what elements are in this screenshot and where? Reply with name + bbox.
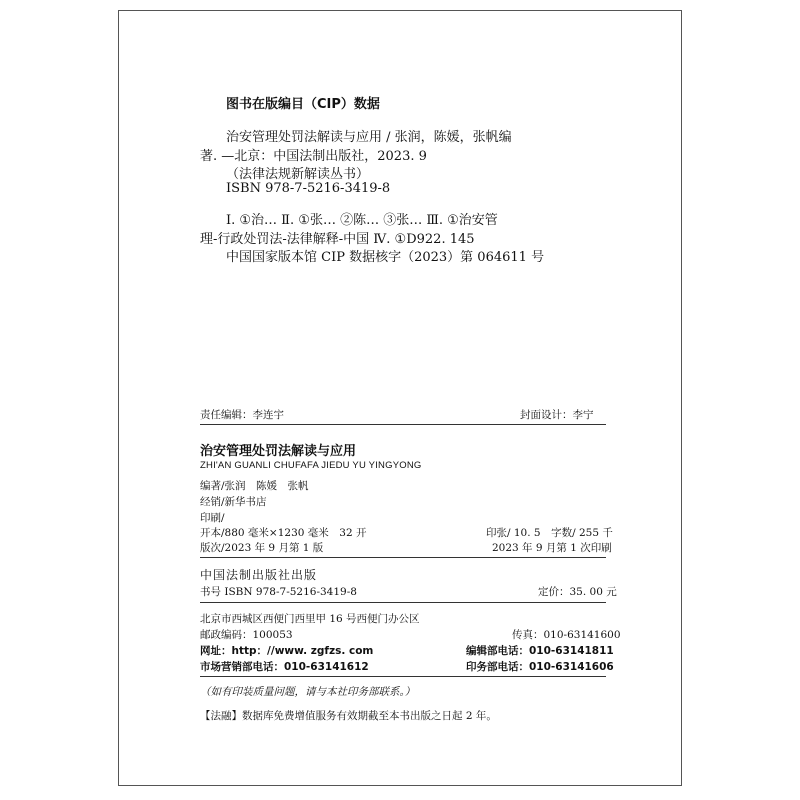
printing-phone: 印务部电话：010-63141606 [466, 661, 614, 673]
cip-line-6: 理-行政处罚法-法律解释-中国 Ⅳ. ①D922. 145 [200, 232, 475, 247]
postcode: 邮政编码：100053 [200, 629, 293, 641]
format: 开本/880 毫米×1230 毫米 32 开 [200, 527, 367, 539]
divider-top [200, 424, 606, 425]
address: 北京市西城区西便门西里甲 16 号西便门办公区 [200, 613, 420, 625]
database-notice: 【法融】数据库免费增值服务有效期截至本书出版之日起 2 年。 [200, 710, 497, 722]
editorial-phone: 编辑部电话：010-63141811 [466, 645, 614, 657]
marketing-phone: 市场营销部电话：010-63141612 [200, 661, 369, 673]
edition: 版次/2023 年 9 月第 1 版 [200, 542, 324, 554]
authors: 编著/张润 陈媛 张帆 [200, 480, 309, 492]
distributor: 经销/新华书店 [200, 496, 267, 508]
website: 网址：http：//www. zgfzs. com [200, 645, 374, 657]
quality-note: （如有印装质量问题，请与本社印务部联系。） [200, 686, 416, 698]
cip-line-2: 著. —北京：中国法制出版社，2023. 9 [200, 149, 427, 164]
book-title: 治安管理处罚法解读与应用 [200, 444, 357, 459]
price: 定价：35. 00 元 [538, 586, 617, 598]
cip-line-7: 中国国家版本馆 CIP 数据核字（2023）第 064611 号 [226, 250, 545, 265]
sheets-and-words: 印张/ 10. 5 字数/ 255 千 [486, 527, 613, 539]
cover-design: 封面设计：李宁 [520, 409, 594, 421]
printer: 印刷/ [200, 512, 225, 524]
cip-line-3: （法律法规新解读丛书） [226, 167, 370, 182]
divider-lower [200, 602, 606, 603]
cip-line-1: 治安管理处罚法解读与应用 / 张润，陈媛，张帆编 [226, 130, 512, 145]
responsible-editor: 责任编辑：李连宇 [200, 409, 284, 421]
book-title-pinyin: ZHI'AN GUANLI CHUFAFA JIEDU YU YINGYONG [200, 460, 422, 471]
fax: 传真：010-63141600 [512, 629, 621, 641]
isbn: 书号 ISBN 978-7-5216-3419-8 [200, 586, 357, 598]
divider-bottom [200, 676, 606, 677]
cip-heading: 图书在版编目（CIP）数据 [226, 97, 380, 112]
cip-line-5: Ⅰ. ①治… Ⅱ. ①张… ②陈… ③张… Ⅲ. ①治安管 [226, 213, 498, 228]
cip-line-4: ISBN 978-7-5216-3419-8 [226, 181, 391, 196]
publisher-name: 中国法制出版社出版 [200, 568, 318, 582]
printing: 2023 年 9 月第 1 次印刷 [492, 542, 612, 554]
divider-middle [200, 557, 606, 558]
